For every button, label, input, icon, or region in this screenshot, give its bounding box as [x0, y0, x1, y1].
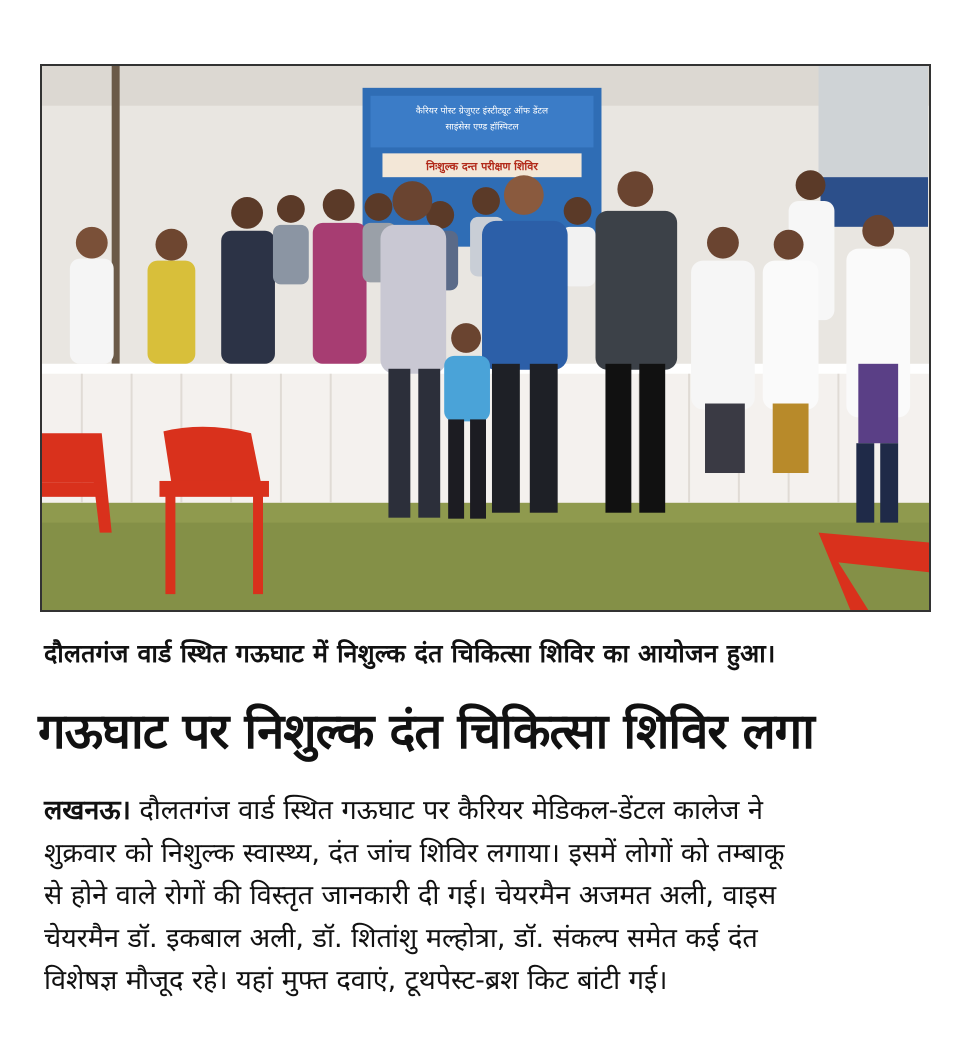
body-line-5: विशेषज्ञ मौजूद रहे। यहां मुफ्त दवाएं, टूथपेस्ट-ब्रश किट बांटी गई।	[44, 965, 668, 996]
article-body	[44, 790, 944, 1003]
body-line-3: से होने वाले रोगों की विस्तृत जानकारी दी गई। चेयरमैन अजमत अली, वाइस	[44, 880, 777, 911]
body-line-4: चेयरमैन डॉ. इकबाल अली, डॉ. शितांशु मल्होत्रा, डॉ. संकल्प समेत कई दंत	[44, 922, 758, 954]
article-headline: गऊघाट पर निशुल्क दंत चिकित्सा शिविर लगा	[38, 703, 814, 760]
body-line-1	[44, 790, 944, 833]
dateline: लखनऊ।	[44, 795, 131, 826]
news-photo	[40, 64, 931, 612]
group-photo-illustration	[42, 66, 929, 610]
banner-subtitle: साइंसेस एण्ड हॉस्पिटल	[445, 122, 519, 133]
banner-title: कैरियर पोस्ट ग्रेजुएट इंस्टीट्यूट ऑफ डेंटल	[415, 106, 549, 117]
body-line-1-text: दौलतगंज वार्ड स्थित गऊघाट पर कैरियर मेडिकल-डेंटल कालेज ने	[130, 795, 763, 826]
body-line-2: शुक्रवार को निशुल्क स्वास्थ्य, दंत जांच शिविर लगाया। इसमें लोगों को तम्बाकू	[44, 837, 785, 869]
banner-strip: निःशुल्क दन्त परीक्षण शिविर	[426, 160, 538, 174]
photo-caption: दौलतगंज वार्ड स्थित गऊघाट में निशुल्क दंत चिकित्सा शिविर का आयोजन हुआ।	[44, 639, 776, 668]
